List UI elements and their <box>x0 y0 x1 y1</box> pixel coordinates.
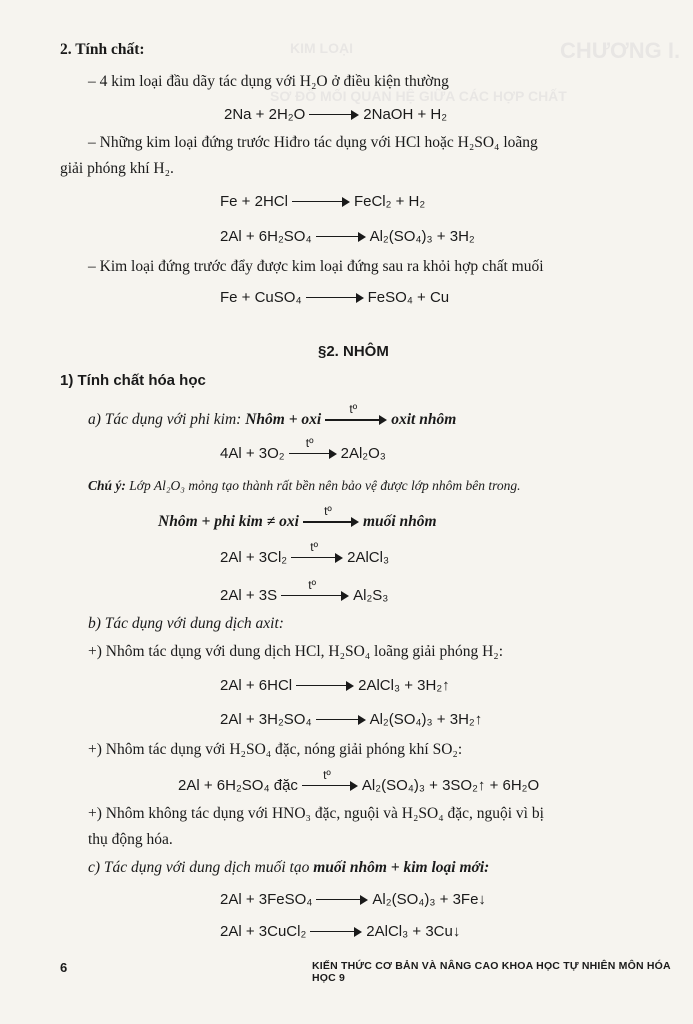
equation-rhs: 2AlCl₃ + 3Cu↓ <box>366 923 461 940</box>
condition-label: tº <box>324 504 332 519</box>
arrow-icon <box>281 578 349 601</box>
equation-lhs: 2Al + 3Cl₂ <box>220 549 288 566</box>
subsection-heading: 1) Tính chất hóa học <box>60 372 206 389</box>
rule-rhs: muối nhôm + kim loại mới: <box>313 859 490 876</box>
arrow-icon <box>303 504 359 527</box>
equation-rhs: FeCl₂ + H₂ <box>353 193 426 210</box>
arrow-icon <box>289 436 337 459</box>
equation-lhs: 2Al + 3S <box>220 587 278 604</box>
equation <box>220 922 460 942</box>
condition-label: tº <box>310 540 318 555</box>
arrow-icon <box>302 768 358 791</box>
equation-lhs: Fe + 2HCl <box>220 193 288 210</box>
text-line: +) Nhôm tác dụng với H₂SO₄ đặc, nóng giải phóng khí SO₂: <box>88 741 463 758</box>
equation-rhs: Al₂(SO₄)₃ + 3H₂↑ <box>369 711 483 728</box>
rule-line <box>158 504 437 532</box>
equation-lhs: 4Al + 3O₂ <box>220 445 285 462</box>
equation-rhs: 2Al₂O₃ <box>340 445 386 462</box>
equation <box>220 676 450 696</box>
arrow-icon <box>296 681 354 691</box>
text-line: – Những kim loại đứng trước Hiđro tác dụng với HCl hoặc H₂SO₄ loãng <box>88 134 538 151</box>
text-line: – Kim loại đứng trước đẩy được kim loại đứng sau ra khỏi hợp chất muối <box>88 258 544 275</box>
text-line: thụ động hóa. <box>88 831 173 848</box>
item-label: b) Tác dụng với dung dịch axit: <box>88 615 284 632</box>
equation <box>220 578 389 606</box>
arrow-icon <box>316 895 368 905</box>
section-heading: 2. Tính chất: <box>60 41 145 58</box>
equation <box>220 890 486 910</box>
text-line: +) Nhôm tác dụng với dung dịch HCl, H₂SO₄ loãng giải phóng H₂: <box>88 643 504 660</box>
bleed-through-text: SƠ ĐỒ MỐI QUAN HỆ GIỮA CÁC HỢP CHẤT <box>270 88 567 104</box>
equation-lhs: 2Al + 3H₂SO₄ <box>220 711 312 728</box>
arrow-icon <box>306 293 364 303</box>
equation-lhs: 2Al + 6H₂SO₄ đặc <box>178 777 298 794</box>
equation-lhs: 2Al + 3CuCl₂ <box>220 923 307 940</box>
arrow-icon <box>325 402 387 425</box>
item-label: a) Tác dụng với phi kim: <box>88 411 246 428</box>
arrow-icon <box>316 232 366 242</box>
equation <box>220 227 475 247</box>
note-label: Chú ý: <box>88 478 130 493</box>
item-label: c) Tác dụng với dung dịch muối tạo <box>88 859 314 876</box>
text-line: giải phóng khí H₂. <box>60 160 174 177</box>
equation-rhs: 2NaOH + H₂ <box>363 106 448 123</box>
condition-label: tº <box>308 578 316 593</box>
equation-lhs: Fe + CuSO₄ <box>220 289 302 306</box>
note-text: Lớp Al₂O₃ mỏng tạo thành rất bền nên bảo vệ được lớp nhôm bên trong. <box>129 478 521 493</box>
equation-rhs: FeSO₄ + Cu <box>367 289 450 306</box>
arrow-icon <box>291 540 343 563</box>
equation-rhs: Al₂(SO₄)₃ + 3Fe↓ <box>372 891 486 908</box>
equation-rhs: Al₂(SO₄)₃ + 3H₂ <box>369 228 475 245</box>
condition-label: tº <box>349 402 358 417</box>
bleed-through-text: KIM LOẠI <box>290 40 353 56</box>
condition-label: tº <box>305 436 314 451</box>
running-footer: KIẾN THỨC CƠ BẢN VÀ NÂNG CAO KHOA HỌC TỰ NHIÊN MÔN HÓA HỌC 9 <box>312 960 671 984</box>
equation-rhs: 2AlCl₃ <box>347 549 390 566</box>
rule-rhs: muối nhôm <box>362 513 437 530</box>
rule-line <box>88 402 457 430</box>
arrow-icon <box>309 110 359 120</box>
equation-lhs: 2Al + 6HCl <box>220 677 293 694</box>
arrow-icon <box>316 715 366 725</box>
equation-rhs: Al₂S₃ <box>353 587 389 604</box>
equation-rhs: Al₂(SO₄)₃ + 3SO₂↑ + 6H₂O <box>361 777 540 794</box>
rule-lhs: Nhôm + oxi <box>245 411 322 428</box>
equation <box>220 192 425 212</box>
equation-lhs: 2Al + 3FeSO₄ <box>220 891 313 908</box>
equation <box>178 768 540 796</box>
condition-label: tº <box>323 768 331 783</box>
text-line: +) Nhôm không tác dụng với HNO₃ đặc, nguội và H₂SO₄ đặc, nguội vì bị <box>88 805 544 822</box>
equation-lhs: 2Al + 6H₂SO₄ <box>220 228 312 245</box>
bleed-through-text: CHƯƠNG I. <box>560 38 681 63</box>
equation-rhs: 2AlCl₃ + 3H₂↑ <box>358 677 450 694</box>
equation <box>224 105 447 125</box>
equation-lhs: 2Na + 2H₂O <box>224 106 306 123</box>
note-line <box>88 476 520 496</box>
equation <box>220 540 390 568</box>
arrow-icon <box>310 927 362 937</box>
rule-rhs: oxit nhôm <box>391 411 457 428</box>
rule-line <box>88 858 489 878</box>
chapter-title: §2. NHÔM <box>318 343 389 360</box>
equation <box>220 436 386 464</box>
text-line: – 4 kim loại đầu dãy tác dụng với H₂O ở điều kiện thường <box>88 73 449 90</box>
arrow-icon <box>292 197 350 207</box>
rule-lhs: Nhôm + phi kim ≠ oxi <box>158 513 299 530</box>
equation <box>220 288 449 308</box>
page-number: 6 <box>60 960 68 975</box>
equation <box>220 710 482 730</box>
